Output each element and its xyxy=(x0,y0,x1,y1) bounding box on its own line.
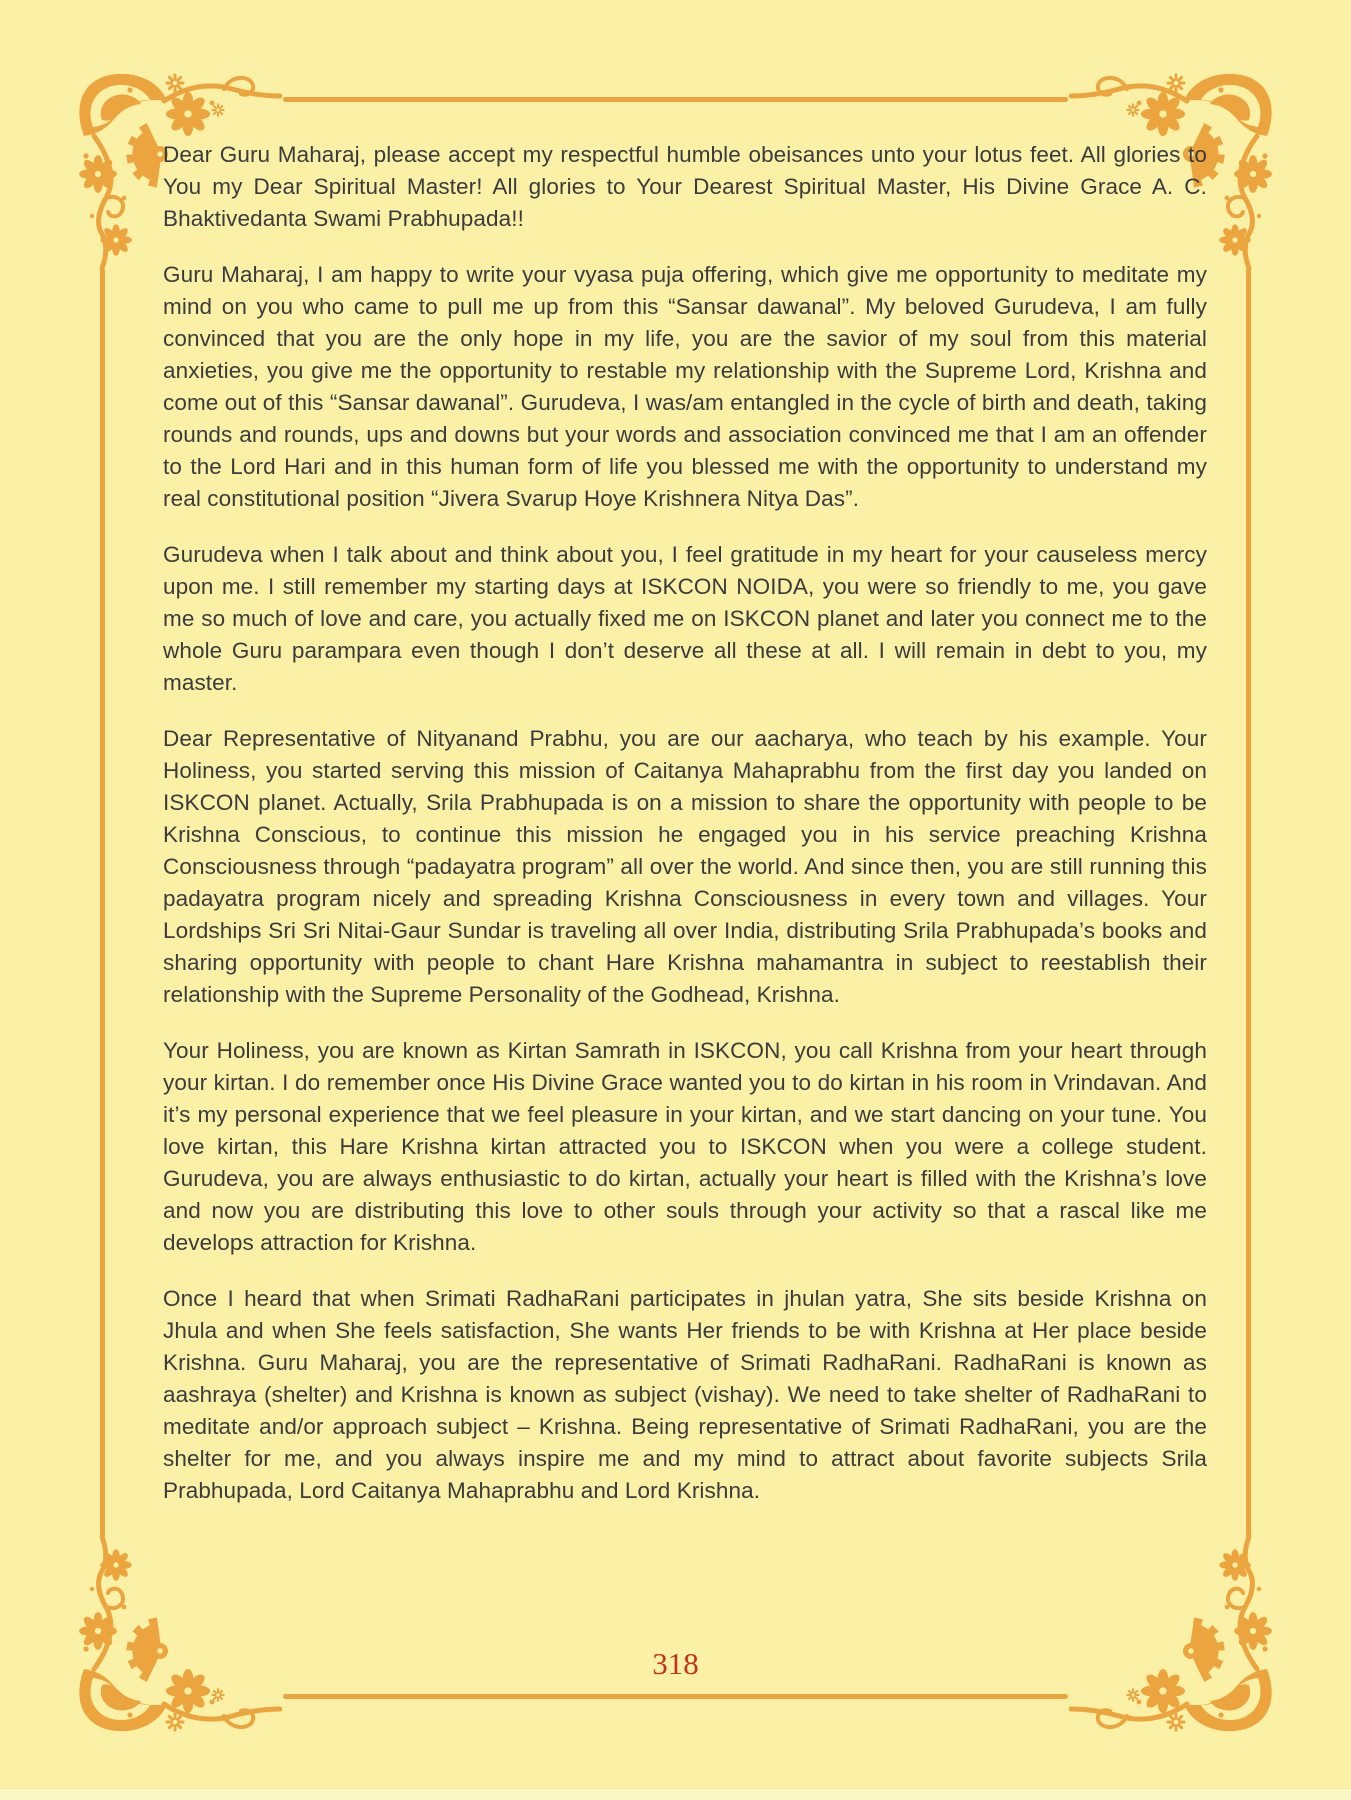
page-number: 318 xyxy=(652,1646,699,1681)
page-bottom-edge xyxy=(0,1788,1351,1800)
paragraph-radharani-shelter: Once I heard that when Srimati RadhaRani participates in jhulan yatra, She sits beside Krishna on Jhula and when She feels satisfaction, She wants Her friends to be with Krishna at Her place beside Krishna. Guru Maharaj, you are the representative of Srimati RadhaRani. RadhaRani is known as aashraya (shelter) and Krishna is known as subject (vishay). We need to take shelter of RadhaRani to meditate and/or approach subject – Krishna. Being representative of Srimati RadhaRani, you are the shelter for me, and you always inspire me and my mind to attract about favorite subjects Srila Prabhupada, Lord Caitanya Mahaprabhu and Lord Krishna. xyxy=(163,1286,1207,1503)
floral-corner-ornament-bottom-right-icon xyxy=(1069,1525,1279,1735)
paragraph-kirtan-samrath: Your Holiness, you are known as Kirtan Samrath in ISKCON, you call Krishna from your heart through your kirtan. I do remember once His Divine Grace wanted you to do kirtan in his room in Vrindavan. And it’s my personal experience that we feel pleasure in your kirtan, and we start dancing on your tune. You love kirtan, this Hare Krishna kirtan attracted you to ISKCON when you were a college student. Gurudeva, you are always enthusiastic to do kirtan, actually your heart is filled with the Krishna’s love and now you are distributing this love to other souls through your activity so that a rascal like me develops attraction for Krishna. xyxy=(163,1038,1207,1255)
paragraph-salutation: Dear Guru Maharaj, please accept my respectful humble obeisances unto your lotus feet. All glories to You my Dear Spiritual Master! All glories to Your Dearest Spiritual Master, His Divine Grace A. C. Bhaktivedanta Swami Prabhupada!! xyxy=(163,142,1207,231)
paragraph-padayatra-mission: Dear Representative of Nityanand Prabhu, you are our aacharya, who teach by his example. Your Holiness, you started serving this mission of Caitanya Mahaprabhu from the first day you landed on ISKCON planet. Actually, Srila Prabhupada is on a mission to share the opportunity with people to be Krishna Conscious, to continue this mission he engaged you in his service preaching Krishna Consciousness through “padayatra program” all over the world. And since then, you are still running this padayatra program nicely and spreading Krishna Consciousness in every town and villages. Your Lordships Sri Sri Nitai-Gaur Sundar is traveling all over India, distributing Srila Prabhupada’s books and sharing opportunity with people to chant Hare Krishna mahamantra in subject to reestablish their relationship with the Supreme Personality of the Godhead, Krishna. xyxy=(163,726,1207,1007)
letter-body xyxy=(163,139,1207,1507)
border-rule-left xyxy=(100,268,105,1538)
border-rule-right xyxy=(1246,268,1251,1538)
floral-corner-ornament-bottom-left-icon xyxy=(72,1525,282,1735)
paragraph-gratitude: Gurudeva when I talk about and think about you, I feel gratitude in my heart for your causeless mercy upon me. I still remember my starting days at ISKCON NOIDA, you were so friendly to me, you gave me so much of love and care, you actually fixed me on ISKCON planet and later you connect me to the whole Guru parampara even though I don’t deserve all these at all. I will remain in debt to you, my master. xyxy=(163,542,1207,695)
border-rule-bottom xyxy=(283,1694,1068,1699)
border-rule-top xyxy=(283,97,1068,102)
paragraph-vyasa-puja-offering: Guru Maharaj, I am happy to write your vyasa puja offering, which give me opportunity to meditate my mind on you who came to pull me up from this “Sansar dawanal”. My beloved Gurudeva, I am fully convinced that you are the only hope in my life, you are the savior of my soul from this material anxieties, you give me the opportunity to restable my relationship with the Supreme Lord, Krishna and come out of this “Sansar dawanal”. Gurudeva, I was/am entangled in the cycle of birth and death, taking rounds and rounds, ups and downs but your words and association convinced me that I am an offender to the Lord Hari and in this human form of life you blessed me with the opportunity to understand my real constitutional position “Jivera Svarup Hoye Krishnera Nitya Das”. xyxy=(163,262,1207,511)
